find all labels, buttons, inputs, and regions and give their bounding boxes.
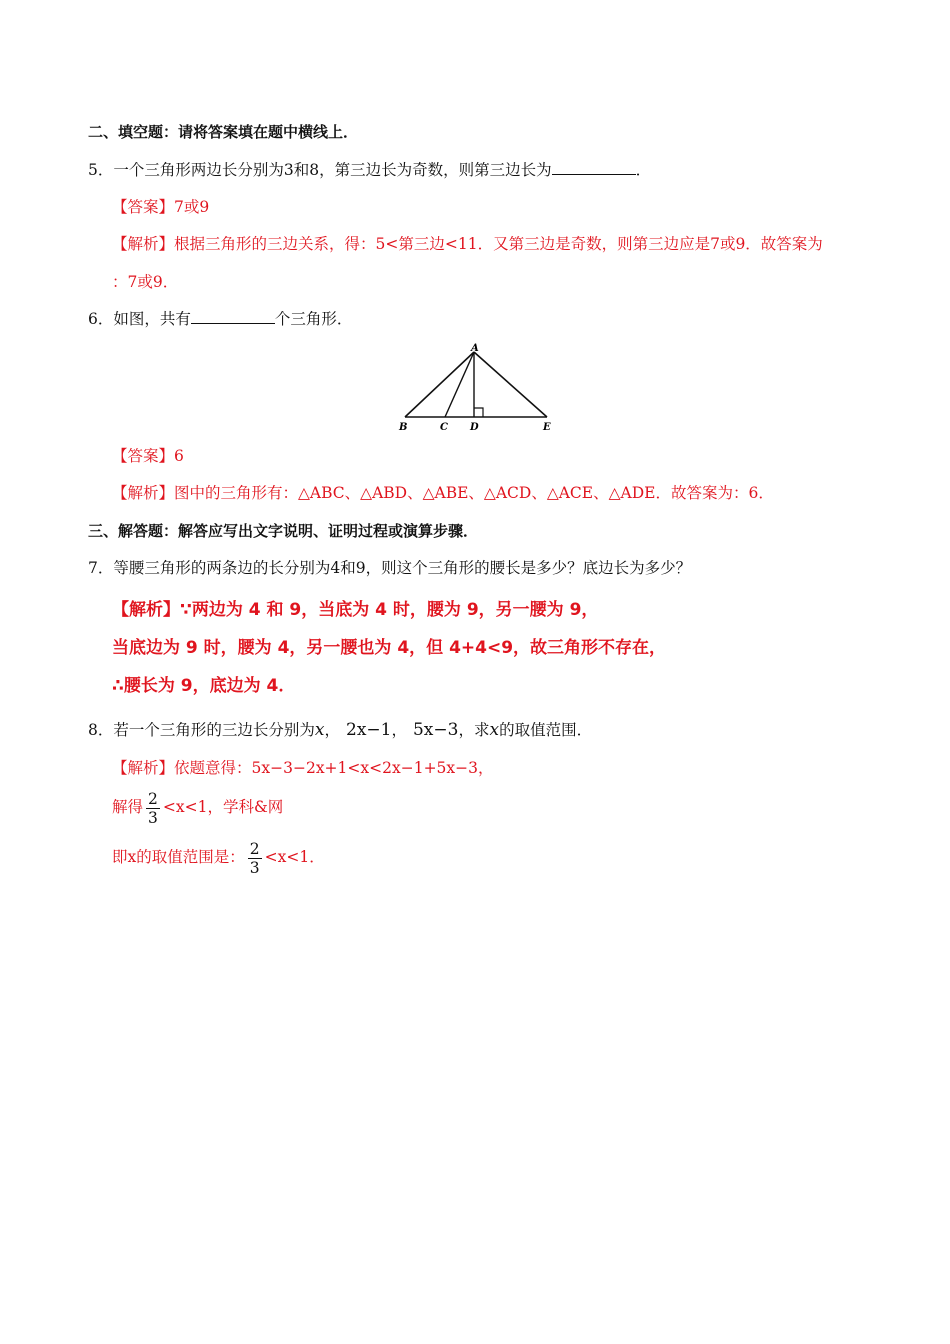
fraction-two-thirds: $\frac{2}{3}$ [148,789,158,827]
variable-x: x [489,720,500,740]
question-number: 8． [88,721,114,739]
question-number: 7． [88,559,114,577]
q5-answer [112,197,209,217]
analysis-tag: 【解析】 [112,759,175,777]
label-a: A [471,343,479,354]
question-number: 6． [88,310,114,328]
q6-answer [112,446,184,466]
q6-analysis [112,483,774,503]
q7-solution-line-2: 当底边为 9 时，腰为 4，另一腰也为 4，但 4+4<9，故三角形不存在， [112,638,667,658]
q5-analysis-cont: ：7或9． [112,273,179,291]
answer-value: 6 [174,447,184,465]
question-6: 6．如图，共有 个三角形． [88,310,353,328]
q8-analysis [112,758,494,778]
variable-x: x [314,720,325,740]
fraction-two-thirds: $\frac{2}{3}$ [249,839,260,877]
q8-solution-line-2: 解得 $\frac{2}{3}$ <x<1，学科&网 [112,789,284,827]
analysis-tag: 【解析】 [112,235,175,253]
analysis-tag: 【解析】 [112,484,175,502]
answer-blank [191,309,275,324]
answer-tag: 【答案】 [112,198,175,216]
triangle-figure [395,342,555,434]
question-5: 5．一个三角形两边长分别为3和8，第三边长为奇数，则第三边长为 ． [88,161,652,179]
question-number: 5． [88,161,114,179]
answer-value: 7或9 [174,198,210,216]
question-text: 一个三角形两边长分别为3和8，第三边长为奇数，则第三边长为 [113,161,552,179]
label-b: B [399,422,408,433]
section-3-title: 三、解答题：解答应写出文字说明、证明过程或演算步骤． [88,522,479,540]
question-text: 等腰三角形的两条边的长分别为4和9，则这个三角形的腰长是多少？底边长为多少？ [113,559,692,577]
answer-tag: 【答案】 [112,447,175,465]
expression-2x-1: 2x−1 [346,720,392,740]
section-2-title: 二、填空题：请将答案填在题中横线上． [88,123,359,141]
question-8: 8．若一个三角形的三边长分别为x， 2x−1， 5x−3，求x的取值范围． [88,720,593,740]
q5-analysis [112,234,823,254]
q7-solution-line-1: 【解析】∵两边为 4 和 9，当底为 4 时，腰为 9，另一腰为 9， [112,600,599,620]
label-c: C [440,422,448,433]
analysis-text: 图中的三角形有：△ABC、△ABD、△ABE、△ACD、△ACE、△ADE．故答案为：6． [174,484,774,502]
expression-5x-3: 5x−3 [412,720,459,740]
question-text: 若一个三角形的三边长分别为 [113,721,315,739]
q7-solution-line-3: ∴腰长为 9，底边为 4． [112,676,296,696]
analysis-text: 根据三角形的三边关系，得：5<第三边<11．又第三边是奇数，则第三边应是7或9．故答案为 [174,235,823,253]
q8-solution-line-3: 即x的取值范围是： $\frac{2}{3}$ <x<1． [112,839,325,877]
answer-blank [552,160,636,175]
label-e: E [543,422,551,433]
question-7 [88,558,691,578]
analysis-text: 依题意得：5x−3−2x+1<x<2x−1+5x−3， [174,759,494,777]
label-d: D [470,422,479,433]
question-text: 如图，共有 [113,310,191,328]
